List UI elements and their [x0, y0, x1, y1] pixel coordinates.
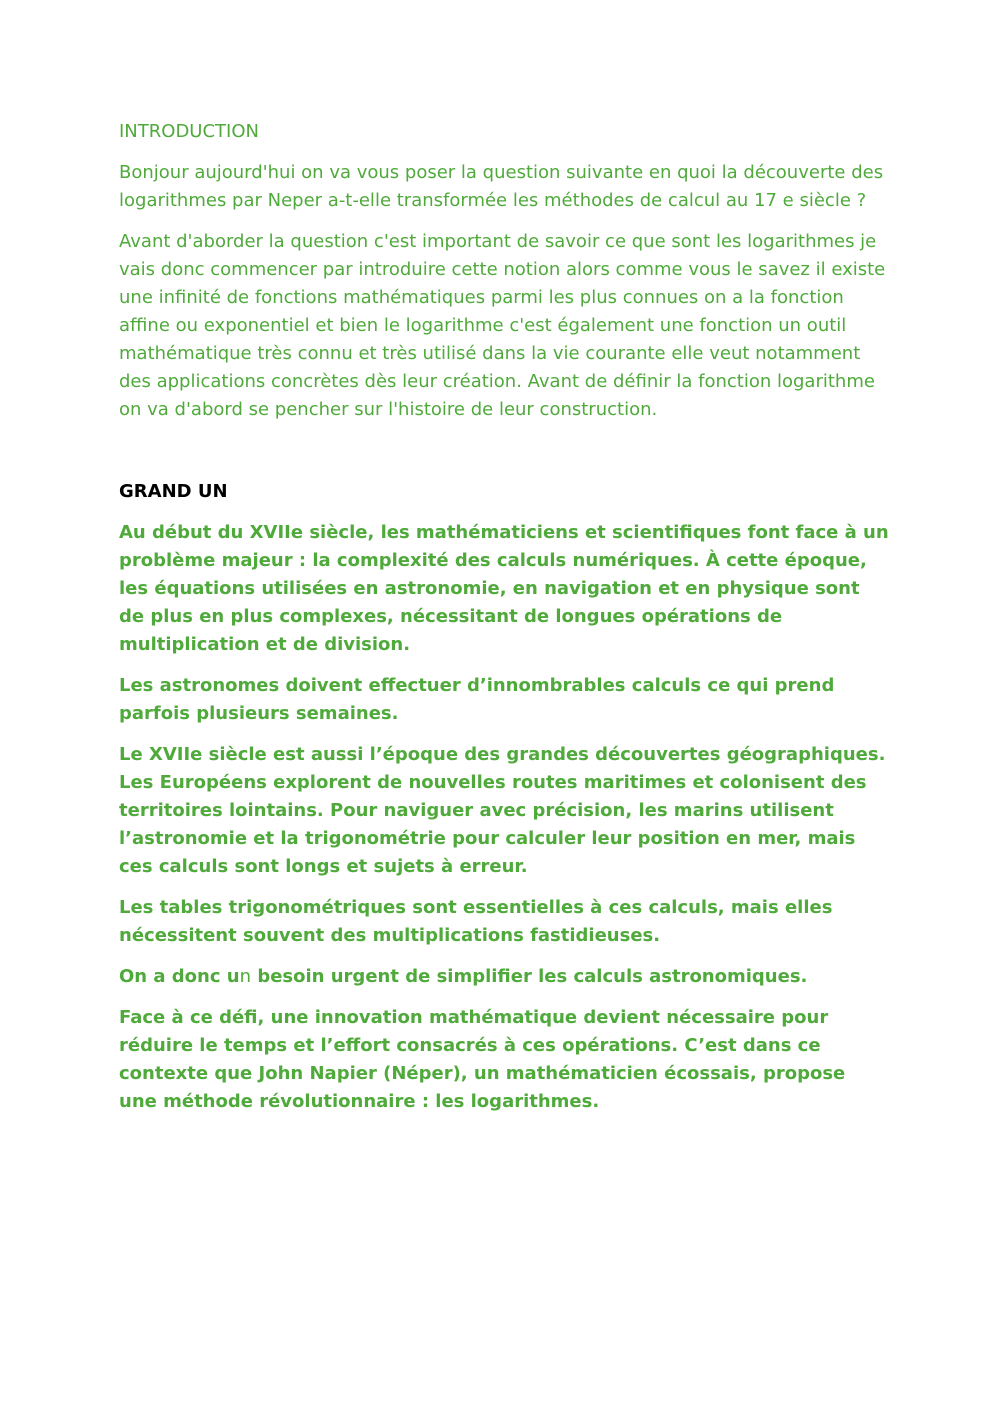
urgent-need-part-3: besoin urgent de simplifier les calculs astronomiques.	[251, 966, 808, 987]
grand-un-paragraph-context: Au début du XVIIe siècle, les mathématiciens et scientifiques font face à un problème majeur : la complexité des calculs numériques. À cette époque, les équations utilisées en astronomie, en navigation et en physique sont de plus en plus complexes, nécessitant de longues opérations de multiplication et de division.	[119, 522, 889, 655]
grand-un-paragraph-tables: Les tables trigonométriques sont essentielles à ces calculs, mais elles nécessitent souvent des multiplications fastidieuses.	[119, 897, 833, 946]
intro-paragraph-question: Bonjour aujourd'hui on va vous poser la question suivante en quoi la découverte des logarithmes par Neper a-t-elle transformée les méthodes de calcul au 17 e siècle ?	[119, 162, 884, 211]
grand-un-paragraph-urgent-need	[119, 963, 889, 991]
grand-un-heading: GRAND UN	[119, 481, 228, 502]
grand-un-paragraph-discoveries: Le XVIIe siècle est aussi l’époque des grandes découvertes géographiques. Les Européens explorent de nouvelles routes maritimes et colonisent des territoires lointains. Pour naviguer avec précision, les marins utilisent l’astronomie et la trigonométrie pour calculer leur position en mer, mais ces calculs sont longs et sujets à erreur.	[119, 744, 886, 877]
document-body	[119, 118, 889, 1129]
urgent-need-part-1: On a donc u	[119, 966, 240, 987]
grand-un-paragraph-napier: Face à ce défi, une innovation mathématique devient nécessaire pour réduire le temps et l’effort consacrés à ces opérations. C’est dans ce contexte que John Napier (Néper), un mathématicien écossais, propose une méthode révolutionnaire : les logarithmes.	[119, 1007, 846, 1112]
section-spacer	[119, 437, 889, 478]
grand-un-paragraph-astronomers: Les astronomes doivent effectuer d’innombrables calculs ce qui prend parfois plusieurs semaines.	[119, 675, 835, 724]
introduction-heading: INTRODUCTION	[119, 121, 259, 142]
urgent-need-part-2: n	[239, 966, 252, 987]
intro-paragraph-logarithm-notion: Avant d'aborder la question c'est important de savoir ce que sont les logarithmes je vais donc commencer par introduire cette notion alors comme vous le savez il existe une infinité de fonctions mathématiques parmi les plus connues on a la fonction affine ou exponentiel et bien le logarithme c'est également une fonction un outil mathématique très connu et très utilisé dans la vie courante elle veut notamment des applications concrètes dès leur création. Avant de définir la fonction logarithme on va d'abord se pencher sur l'histoire de leur construction.	[119, 231, 886, 420]
